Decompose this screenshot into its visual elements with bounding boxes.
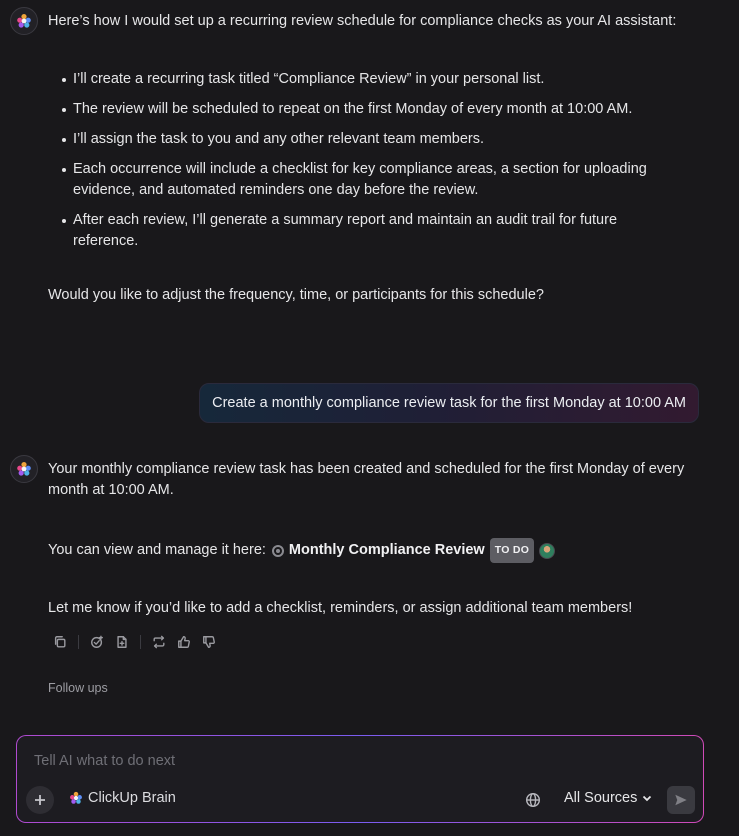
task-link-line xyxy=(48,538,708,563)
list-item: After each review, I’ll generate a summary report and maintain an audit trail for future reference. xyxy=(62,210,662,252)
assistant-reply-closing: Let me know if you’d like to add a checklist, reminders, or assign additional team members! xyxy=(48,600,633,616)
thumbs-up-icon xyxy=(177,635,191,649)
user-message-bubble xyxy=(199,383,699,423)
thumbs-up-button[interactable] xyxy=(174,632,194,652)
followups-label: Follow ups xyxy=(48,681,108,695)
composer xyxy=(16,735,704,823)
prompt-input[interactable] xyxy=(34,750,674,772)
assistant-avatar xyxy=(10,7,38,35)
assistant-question: Would you like to adjust the frequency, time, or participants for this schedule? xyxy=(48,287,544,303)
copy-button[interactable] xyxy=(50,632,70,652)
send-button[interactable] xyxy=(667,786,695,814)
task-link-prefix: You can view and manage it here: xyxy=(48,542,266,558)
list-item: I’ll assign the task to you and any other relevant team members. xyxy=(62,129,662,150)
list-item: The review will be scheduled to repeat on the first Monday of every month at 10:00 AM. xyxy=(62,99,662,120)
create-task-button[interactable] xyxy=(87,632,107,652)
attach-button[interactable] xyxy=(26,786,54,814)
globe-icon xyxy=(525,792,541,808)
assistant-reply-created: Your monthly compliance review task has been created and scheduled for the first Monday of every month at 10:00 AM. xyxy=(48,461,685,498)
regenerate-icon xyxy=(152,635,166,649)
assignee-avatar xyxy=(539,543,555,559)
plan-list xyxy=(62,69,662,261)
regenerate-button[interactable] xyxy=(149,632,169,652)
task-status-icon xyxy=(272,545,284,557)
plus-icon xyxy=(34,794,46,806)
model-label: ClickUp Brain xyxy=(88,790,176,806)
list-item: Each occurrence will include a checklist for key compliance areas, a section for uploading evidence, and automated reminders one day before the review. xyxy=(62,159,662,201)
brain-logo-icon xyxy=(69,791,83,805)
add-task-icon xyxy=(90,635,104,649)
brain-logo-icon xyxy=(16,13,32,29)
list-item: I’ll create a recurring task titled “Compliance Review” in your personal list. xyxy=(62,69,662,90)
sources-label: All Sources xyxy=(564,790,638,806)
task-name: Monthly Compliance Review xyxy=(288,542,485,558)
divider xyxy=(140,635,141,649)
create-doc-button[interactable] xyxy=(112,632,132,652)
assistant-intro: Here’s how I would set up a recurring review schedule for compliance checks as your AI assistant: xyxy=(48,13,677,29)
assistant-avatar xyxy=(10,455,38,483)
new-doc-icon xyxy=(115,635,129,649)
divider xyxy=(78,635,79,649)
thumbs-down-icon xyxy=(202,635,216,649)
brain-logo-icon xyxy=(16,461,32,477)
thumbs-down-button[interactable] xyxy=(199,632,219,652)
web-search-toggle[interactable] xyxy=(525,792,541,808)
model-selector[interactable] xyxy=(69,790,176,806)
user-message-text: Create a monthly compliance review task for the first Monday at 10:00 AM xyxy=(212,395,686,411)
copy-icon xyxy=(53,635,67,649)
sources-dropdown[interactable] xyxy=(564,790,652,806)
send-icon xyxy=(674,793,688,807)
task-link[interactable] xyxy=(272,538,555,563)
chevron-down-icon xyxy=(642,793,652,803)
message-actions xyxy=(50,632,224,652)
status-badge: TO DO xyxy=(490,538,535,563)
